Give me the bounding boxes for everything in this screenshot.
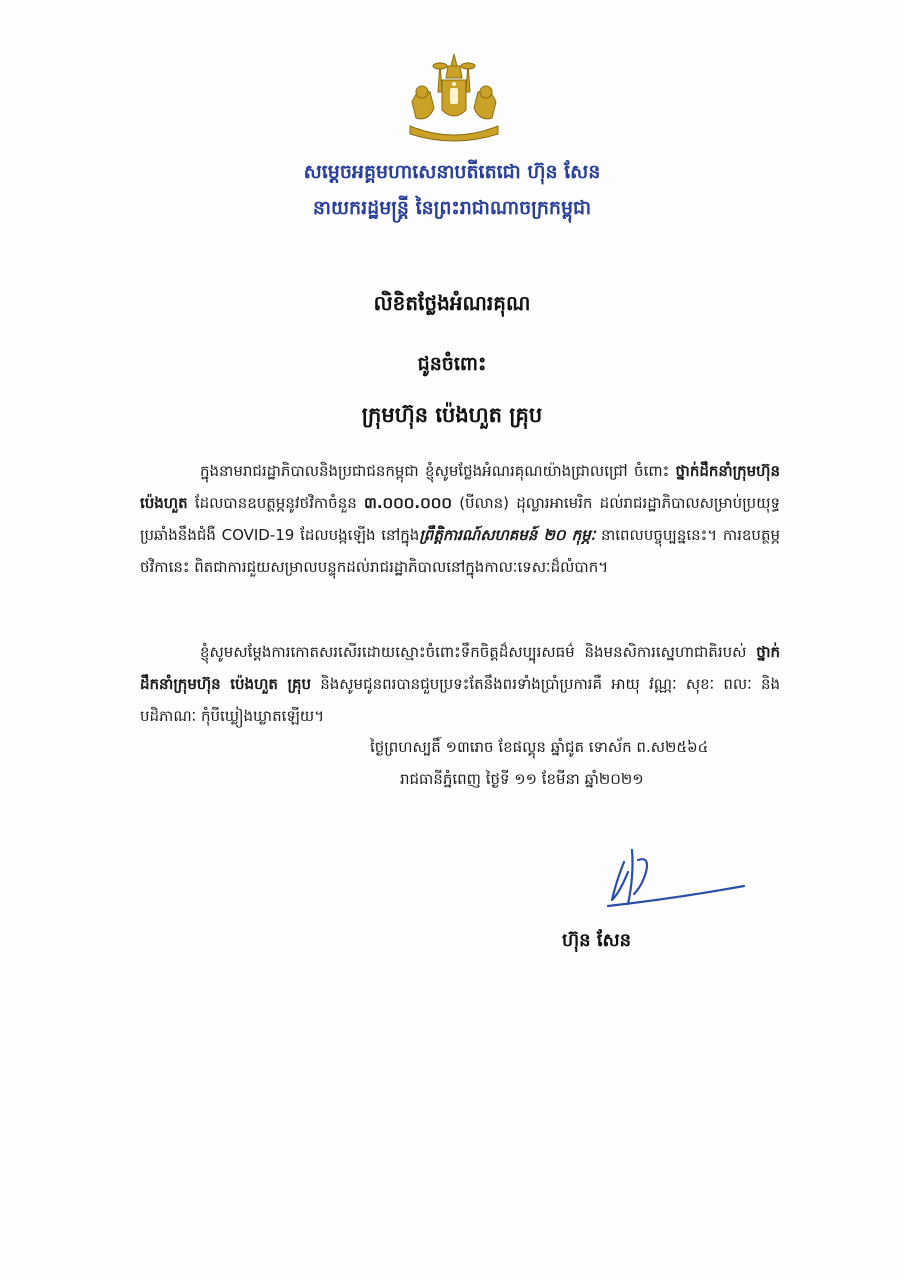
signer-name: ហ៊ុន សែន <box>562 930 632 951</box>
paragraph-1-text-d: នាពេលបច្ចុប្បន្ននេះ។ ការឧបត្ថម្ភថវិកានេះ ពិតជាការជួយសម្រាលបន្ទុកដល់រាជរដ្ឋាភិបាលនៅក្នុងកាលៈទេសៈដ៏លំបាក។ <box>140 526 780 576</box>
letter-title: លិខិតថ្លែងអំណរគុណ <box>373 291 531 315</box>
handwritten-signature-icon <box>598 842 748 912</box>
recipient-name: ក្រុមហ៊ុន ប៉េងហួត គ្រុប <box>361 403 543 427</box>
paragraph-1-company: ថ្នាក់ដឹកនាំក្រុមហ៊ុន ប៉េងហួត <box>140 462 780 512</box>
sender-name: សម្តេចអគ្គមហាសេនាបតីតេជោ ហ៊ុន សែន <box>303 161 601 183</box>
solar-date: រាជធានីភ្នំពេញ ថ្ងៃទី ១១ ខែមីនា ឆ្នាំ២០២១ <box>400 770 644 788</box>
paragraph-2-company: ថ្នាក់ដឹកនាំក្រុមហ៊ុន ប៉េងហួត គ្រុប <box>140 643 780 693</box>
donation-amount: ៣.០០០.០០០ <box>364 494 452 512</box>
event-name: ព្រឹត្តិការណ៍សហគមន៍ ២០ កុម្ភៈ <box>419 526 596 544</box>
paragraph-1-text-b: ដែលបានឧបត្ថម្ភនូវថវិកាចំនួន <box>187 494 364 512</box>
lunar-date: ថ្ងៃព្រហស្បតិ៍ ១៣រោច ខែផល្គុន ឆ្នាំជូត ទោស័ក ព.ស២៥៦៤ <box>370 738 709 756</box>
sender-position: នាយករដ្ឋមន្ត្រី នៃព្រះរាជាណាចក្រកម្ពុជា <box>312 197 592 219</box>
paragraph-2 <box>140 636 780 732</box>
paragraph-2-text-a: ខ្ញុំសូមសម្តែងការកោតសរសើរដោយស្មោះចំពោះទឹកចិត្តដ៏សប្បុរសធម៌ និងមនសិការស្នេហាជាតិរបស់ <box>200 643 757 661</box>
paragraph-2-text-b: និងសូមជូនពរបានជួបប្រទះតែនឹងពរទាំងប្រាំប្រការគឺ អាយុ វណ្ណៈ សុខៈ ពលៈ និងបដិភាណៈ កុំបីឃ្លៀងឃ្លាតឡើយ។ <box>140 675 781 725</box>
royal-coat-of-arms-icon <box>404 52 504 144</box>
to-label: ជូនចំពោះ <box>417 353 487 375</box>
paragraph-1 <box>140 455 780 583</box>
paragraph-1-text-a: ក្នុងនាមរាជរដ្ឋាភិបាលនិងប្រជាជនកម្ពុជា ខ្ញុំសូមថ្លែងអំណរគុណយ៉ាងជ្រាលជ្រៅ ចំពោះ <box>200 462 676 480</box>
paragraph-1-text-c: (បីលាន) ដុល្លារអាមេរិក ដល់រាជរដ្ឋាភិបាលសម្រាប់ប្រយុទ្ធប្រឆាំងនឹងជំងឺ COVID-19 ដែលបង្កឡើង នៅក្នុង <box>140 494 780 544</box>
